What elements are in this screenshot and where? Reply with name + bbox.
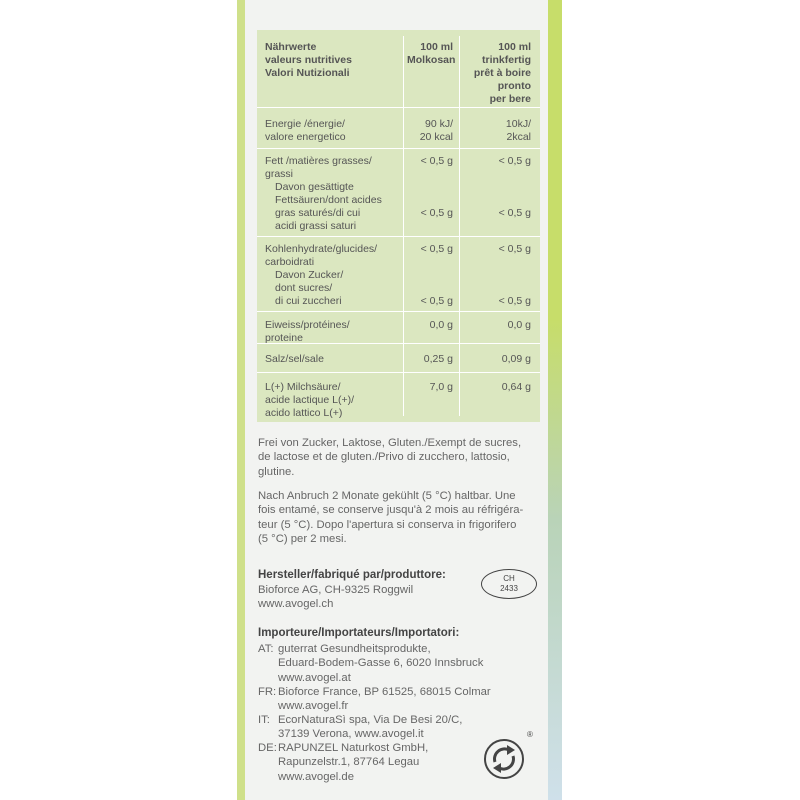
free-from-text: Frei von Zucker, Laktose, Gluten./Exempt de sucres, de lactose et de gluten./Privo di zucchero, lattosio, glutine.: [258, 437, 522, 478]
registered-mark: ®: [527, 730, 533, 739]
country-code-de: DE:: [258, 742, 277, 754]
right-green-stripe: [548, 0, 562, 800]
country-code-it: IT:: [258, 714, 270, 726]
importer-it: IT: EcorNaturaSì spa, Via De Besi 20/C, 37139 Verona, www.avogel.it: [258, 714, 463, 741]
row-divider: [257, 148, 540, 149]
row-divider: [257, 311, 540, 312]
importers-heading: Importeure/Importateurs/Importatori:: [258, 627, 460, 639]
ch-oval-badge: CH 2433: [481, 569, 537, 599]
row-divider: [257, 107, 540, 108]
column-divider: [459, 36, 460, 416]
importer-de: DE: RAPUNZEL Naturkost GmbH, Rapunzelstr.1, 87764 Legau www.avogel.de: [258, 742, 429, 783]
nutrition-table: Nährwerte valeurs nutritives Valori Nutizionali 100 ml Molkosan 100 ml trinkfertig prêt à boire pronto per bere Energie /énergie/ valore energetico 90 kJ/ 20 kcal 10kJ/ 2kcal Fett /matières grasses/ grassi < 0,5 g < 0,5 g Davon gesättigte Fettsäuren/dont acides gras saturés/di cui acidi grassi saturi < 0,5 g < 0,5 g Kohlenhydrate/glucides/ carboidrati < 0,5 g < 0,5 g Davon Zucker/ dont sucres/ di cui zuccheri < 0,5 g < 0,5 g Eiweiss/protéines/ proteine 0,0 g 0,0 g Salz/sel/sale 0,25 g 0,09 g L(+) Milchsäure/ acide lactique L(+)/ acido lattico L(+) 7,0 g 0,64 g: [257, 30, 540, 422]
manufacturer-address: Bioforce AG, CH-9325 Roggwil www.avogel.ch: [258, 584, 414, 611]
storage-text: Nach Anbruch 2 Monate gekühlt (5 °C) haltbar. Une fois entamé, se conserve jusqu'à 2 mois au réfrigéra- teur (5 °C). Dopo l'apertura si conserva in frigorifero (5 °C) per 2 mesi.: [258, 490, 524, 546]
importer-fr: FR: Bioforce France, BP 61525, 68015 Colmar www.avogel.fr: [258, 686, 491, 713]
row-divider: [257, 372, 540, 373]
country-code-at: AT:: [258, 643, 274, 655]
recycle-icon: [483, 730, 533, 786]
importer-at: AT: guterrat Gesundheitsprodukte, Eduard-Bodem-Gasse 6, 6020 Innsbruck www.avogel.at: [258, 643, 484, 684]
manufacturer-heading: Hersteller/fabriqué par/produttore:: [258, 569, 446, 581]
left-green-stripe: [237, 0, 245, 800]
header-ready-to-drink: 100 ml trinkfertig prêt à boire pronto per bere: [473, 41, 531, 105]
row-divider: [257, 236, 540, 237]
header-label: Nährwerte valeurs nutritives Valori Nutizionali: [265, 41, 352, 79]
country-code-fr: FR:: [258, 686, 277, 698]
header-molkosan: 100 ml Molkosan: [407, 41, 456, 66]
